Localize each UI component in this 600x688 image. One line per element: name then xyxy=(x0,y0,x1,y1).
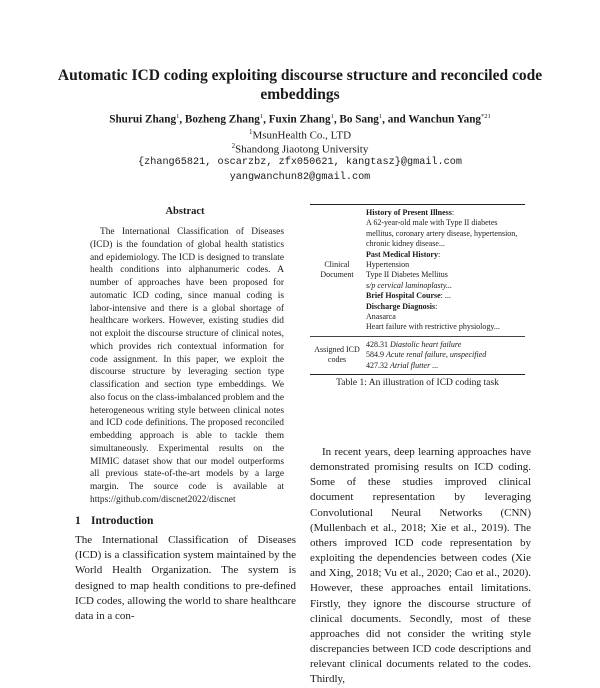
table-row-document xyxy=(310,205,525,336)
author-name: Bo Sang xyxy=(339,113,379,126)
section-title: Introduction xyxy=(91,515,154,527)
section-pmh-body: Hypertension Type II Diabetes Mellitus xyxy=(366,260,448,280)
icd-code: 427.32 xyxy=(366,360,388,370)
author-affiliation-mark: 1 xyxy=(259,113,264,120)
section-bhc xyxy=(366,291,525,301)
icd-code-item xyxy=(366,340,525,350)
icd-desc: Atrial flutter ... xyxy=(390,360,439,370)
affiliation-1-mark: 1 xyxy=(248,128,253,136)
affiliation-2-mark: 2 xyxy=(231,142,236,150)
section-suffix: : xyxy=(435,301,438,311)
section-heading-introduction xyxy=(75,515,153,527)
affiliation-2-name: Shandong Jiaotong University xyxy=(235,143,369,156)
author-affiliation-mark: 1 xyxy=(330,113,334,120)
author-name: Wanchun Yang xyxy=(408,113,482,126)
table-row-label: Assigned ICD codes xyxy=(314,345,360,365)
author-affiliation-mark: *21 xyxy=(481,113,491,120)
author-affiliation-mark: 1 xyxy=(378,113,383,120)
icd-code: 428.31 xyxy=(366,339,388,349)
section-suffix: : ... xyxy=(440,291,451,301)
author-name: Bozheng Zhang xyxy=(184,113,260,126)
icd-table xyxy=(310,204,525,375)
clinical-document-cell xyxy=(364,205,525,336)
section-heading: Brief Hospital Course xyxy=(366,291,441,301)
assigned-codes-cell xyxy=(364,337,525,374)
right-column-body xyxy=(310,445,531,688)
section-dd xyxy=(366,302,525,312)
table-caption: Table 1: An illustration of ICD coding task xyxy=(336,378,499,388)
author-name: Shurui Zhang xyxy=(109,113,177,126)
table-row-codes xyxy=(310,336,525,374)
email-line-1: {zhang65821, oscarzbz, zfx050621, kangtasz}@gmail.com xyxy=(137,157,462,168)
icd-desc: Acute renal failure, unspecified xyxy=(386,350,487,360)
paper-title: Automatic ICD coding exploiting discourse structure and reconciled code embeddings xyxy=(57,67,543,103)
abstract-text: The International Classification of Diseases (ICD) is the foundation of global health statistics and epidemiology. The ICD is designed to translate health conditions into alphanumeric codes. A number of approaches have been proposed for automatic ICD coding, since manual coding is labor-intensive and there is a global shortage of healthcare workers. However, existing studies did not exploit the discourse structure of clinical notes, which provides rich contextual information for code assignment. In this paper, we exploit the discourse structure by leveraging section type classification and section type embeddings. We also focus on the class-imbalanced problem and the heterogeneous writing style between clinical notes and ICD code definitions. The proposed reconciled embedding approach is able to tackle them simultaneously. Experimental results on the MIMIC dataset show that our model outperforms all previous state-of-the-art models by a large margin. The source code is available at https://github.com/discnet2022/discnet xyxy=(90,227,284,505)
icd-code: 584.9 xyxy=(366,350,384,360)
author-affiliation-mark: 1 xyxy=(176,113,180,120)
section-heading: Past Medical History xyxy=(366,249,438,259)
section-hpi xyxy=(366,208,525,218)
right-column-text: In recent years, deep learning approaches have demonstrated promising results on ICD coding. Some of these studies improved clinical document representation by leveraging Convolutional Neural Networks (CNN) (Mullenbach et al., 2018; Xie et al., 2019). The others improved ICD code representation by exploiting the dependencies between codes (Xie and Xing, 2018; Vu et al., 2020; Cao et al., 2020). However, these approaches entail limitations. Firstly, they ignore the discourse structure of clinical documents. Secondly, most of these approaches did not consider the writing style discrepancies between ICD code descriptions and relevant clinical documents related to the codes. Thirdly, xyxy=(310,446,531,686)
table-row-label: Clinical Document xyxy=(320,260,354,280)
section-pmh-extra: s/p cervical laminoplasty... xyxy=(366,280,452,290)
section-dd-body: Anasarca Heart failure with restrictive physiology... xyxy=(366,312,500,332)
introduction-body: The International Classification of Diseases (ICD) is a classification system maintained by the World Health Organization. The system is designed to map health conditions to pre-defined ICD codes, allowing the world to share healthcare data in a con- xyxy=(75,534,296,623)
icd-code-item xyxy=(366,361,525,371)
abstract-body xyxy=(90,226,284,507)
affiliation-1-name: MsunHealth Co., LTD xyxy=(252,129,352,142)
section-suffix: : xyxy=(451,208,455,217)
icd-desc: Diastolic heart failure xyxy=(390,339,462,349)
section-number: 1 xyxy=(75,515,81,527)
section-suffix: : xyxy=(437,249,441,259)
section-pmh xyxy=(366,250,525,260)
abstract-heading: Abstract xyxy=(165,206,205,217)
author-list: Shurui Zhang$^1$, Bozheng Zhang$^1$, Fuxin Zhang$^1$, Bo Sang$^1$, and Wanchun Yang$^{*21}$ xyxy=(109,113,491,126)
section-hpi-body: A 62-year-old male with Type II diabetes mellitus, coronary artery disease, hypertension, chronic kidney disease... xyxy=(366,218,518,249)
email-line-2: yangwanchun82@gmail.com xyxy=(229,172,371,183)
section-heading: Discharge Diagnosis xyxy=(366,301,436,311)
section-heading: History of Present Illness xyxy=(366,208,452,217)
icd-code-item xyxy=(366,350,525,360)
author-name: Fuxin Zhang xyxy=(268,113,331,126)
